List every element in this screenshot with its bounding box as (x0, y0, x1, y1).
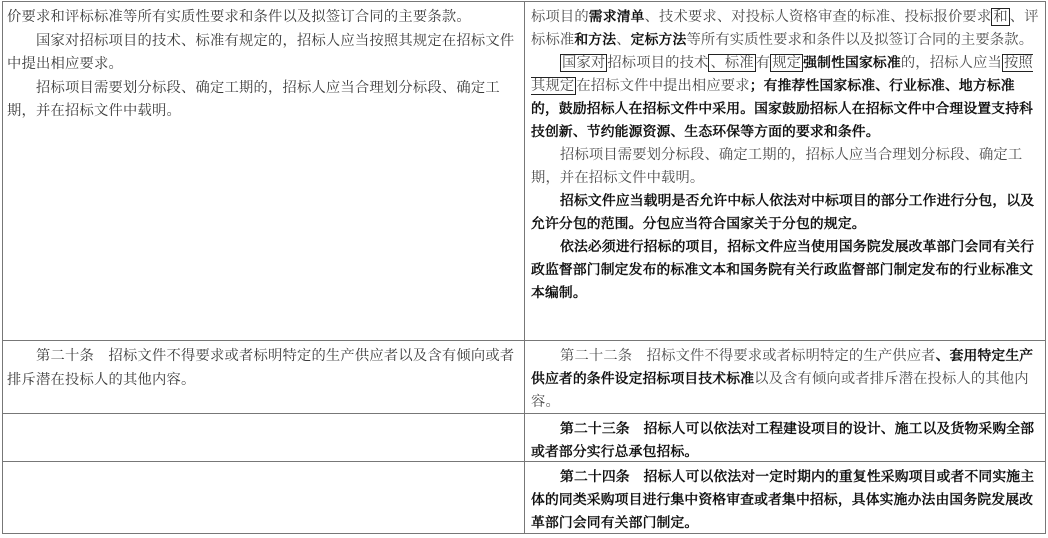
table-row (3, 414, 1045, 462)
bold-text: 需求清单 (588, 9, 645, 25)
paragraph (7, 77, 519, 124)
right-cell (525, 2, 1045, 340)
text-span: 国家对招标项目的技术、标准有规定的，招标人应当按照其规定在招标文件中提出相应要求。 (7, 32, 515, 72)
text-span: 第二十条 招标文件不得要求或者标明特定的生产供应者以及含有倾向或者排斥潜在投标人的其他内容。 (7, 348, 515, 388)
text-span: 价要求和评标标准等所有实质性要求和条件以及拟签订合同的主要条款。 (7, 9, 471, 25)
bold-text: 依法必须进行招标的项目，招标文件应当使用国务院发展改革部门会同有关行政监督部门制定发布的标准文本和国务院有关行政监督部门制定发布的行业标准文本编制。 (531, 239, 1035, 301)
left-cell (3, 341, 525, 413)
boxed-text: 国家对 (562, 55, 606, 71)
bold-text: 第二十三条 招标人可以依法对工程建设项目的设计、施工以及货物采购全部或者部分实行总承包招标。 (531, 421, 1035, 460)
text-span: 招标项目需要划分标段、确定工期的，招标人应当合理划分标段、确定工期，并在招标文件中载明。 (531, 147, 1023, 186)
paragraph (531, 190, 1039, 236)
paragraph (7, 6, 519, 30)
text-span: 等所有实质性要求和条件以及拟签订合同的主要条款。 (686, 32, 1034, 48)
text-span: 、 (616, 32, 631, 48)
boxed-text: 和 (993, 9, 1008, 25)
text-span: 、评标标准 (531, 9, 1039, 48)
text-span: 的，招标人应当 (900, 55, 1002, 71)
table-row (3, 2, 1045, 341)
text-span: 在招标文件中提出相应要求 (576, 78, 750, 94)
right-cell (525, 341, 1045, 413)
paragraph (531, 236, 1039, 305)
paragraph (7, 30, 519, 77)
text-span: 第二十二条 招标文件不得要求或者标明特定的生产供应者 (560, 348, 936, 364)
bold-text: 第二十四条 招标人可以依法对一定时期内的重复性采购项目或者不同实施主体的同类采购项目进行集中资格审查或者集中招标，具体实施办法由国务院发展改革部门会同有关部门制定。 (531, 469, 1035, 531)
paragraph (531, 144, 1039, 190)
bold-text: 和方法 (574, 32, 617, 48)
comparison-table (2, 1, 1046, 534)
bold-text: 招标文件应当载明是否允许中标人依法对中标项目的部分工作进行分包，以及允许分包的范围。分包应当符合国家关于分包的规定。 (531, 193, 1035, 232)
bold-text: 、套用特定生产供应者的条件设定招标项目技术标准 (531, 348, 1034, 387)
bold-text: 定标方法 (630, 32, 687, 48)
table-row (3, 341, 1045, 414)
left-cell (3, 462, 525, 533)
text-span: 招标项目需要划分标段、确定工期的，招标人应当合理划分标段、确定工期，并在招标文件中载明。 (7, 79, 500, 119)
boxed-text: 规定 (772, 55, 802, 71)
table-row (3, 462, 1045, 533)
paragraph (531, 345, 1039, 414)
left-cell (3, 2, 525, 340)
paragraph (531, 418, 1039, 464)
paragraph (531, 466, 1039, 535)
paragraph (7, 345, 519, 392)
paragraph (531, 6, 1039, 52)
right-cell (525, 414, 1045, 461)
text-span: 标项目的 (531, 9, 589, 25)
paragraph (531, 52, 1039, 144)
bold-text: ；有推荐性国家标准、行业标准、地方标准的，鼓励招标人在招标文件中采用。国家鼓励招标人在招标文件中合理设置支持科技创新、节约能源资源、生态环保等方面的要求和条件。 (531, 78, 1034, 140)
text-span: 招标项目的技术 (607, 55, 709, 71)
text-span: 有 (755, 55, 771, 71)
right-cell (525, 462, 1045, 533)
text-span: 以及含有倾向或者排斥潜在投标人的其他内容。 (531, 371, 1029, 410)
boxed-text: 按照其规定 (531, 55, 1033, 94)
boxed-text: 、标准 (710, 55, 754, 71)
bold-text: 强制性国家标准 (803, 55, 901, 71)
left-cell (3, 414, 525, 461)
text-span: 、技术要求、对投标人资格审查的标准、投标报价要求 (644, 9, 992, 25)
